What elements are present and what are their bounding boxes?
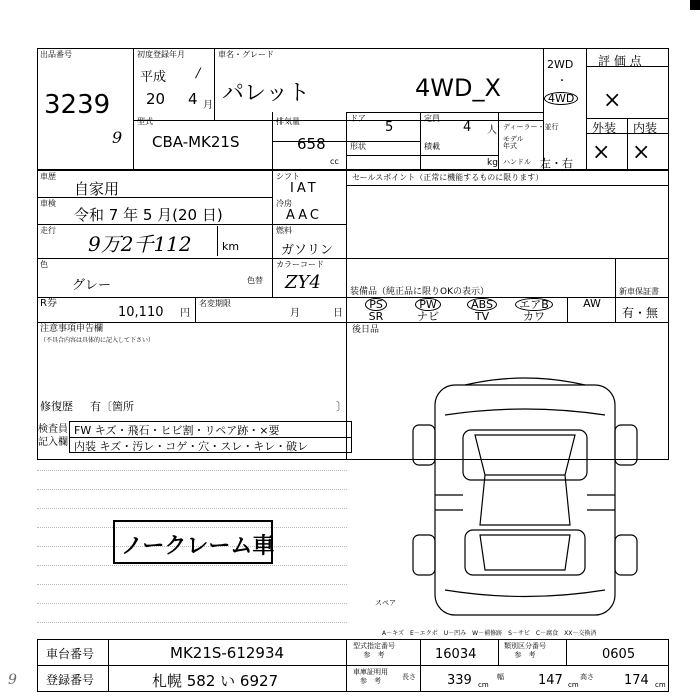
fuel-label: 燃料 xyxy=(276,226,292,235)
eval-cross: × xyxy=(603,88,622,113)
lot-mark: 9 xyxy=(112,128,123,147)
displacement-value: 658 xyxy=(297,135,326,153)
recycle-label: R券 xyxy=(40,298,57,309)
equipment-label: 装備品（純正品に限りOKの表示） xyxy=(350,287,489,297)
later-label: 後日品 xyxy=(352,325,380,335)
cat-no-value: 0605 xyxy=(602,647,636,662)
name-change-label: 名変期限 xyxy=(199,299,231,308)
inspection-label: 車検 xyxy=(40,199,56,208)
era: 平成 xyxy=(140,70,167,85)
dealer-label: ディーラー・並行 xyxy=(503,123,559,131)
load-label: 積載 xyxy=(424,142,440,151)
lot-label: 出品番号 xyxy=(40,50,72,59)
chassis-value: MK21S-612934 xyxy=(170,644,285,662)
color-code-label: カラーコード xyxy=(276,260,324,269)
color-code-value: ZY4 xyxy=(285,272,321,293)
handle-label: ハンドル xyxy=(503,158,531,166)
drive-dot: ・ xyxy=(557,76,567,87)
type-no-value: 16034 xyxy=(435,647,477,662)
mileage-value: 9万2千112 xyxy=(88,232,192,256)
shift-label: シフト xyxy=(276,172,300,181)
interior-cross: × xyxy=(632,140,651,165)
sales-point-label: セールスポイント（正常に機能するものに限ります） xyxy=(352,173,544,182)
first-reg-label: 初度登録年月 xyxy=(137,50,185,59)
inspector-label-text: 検査員 記入欄 xyxy=(38,424,68,448)
exterior-cross: × xyxy=(592,140,611,165)
length-unit: cm xyxy=(478,681,489,689)
notes-label: 注意事項申告欄 xyxy=(40,324,104,334)
doors-value: 5 xyxy=(385,120,394,135)
interior-label: 内装 xyxy=(633,121,658,135)
era-mark: / xyxy=(196,66,201,81)
reg-year: 20 xyxy=(146,90,166,108)
reg-label: 登録番号 xyxy=(46,673,95,687)
damage-legend: A－キズ E－エクボ U－凹み W－補修跡 S－サビ C－腐食 XX－交換済 xyxy=(382,630,597,637)
color-change-label: 色替 xyxy=(247,276,263,285)
height-unit: cm xyxy=(655,681,666,689)
inspector-row-interior: 内装 キズ・汚レ・コゲ・穴・スレ・キレ・破レ xyxy=(74,440,309,453)
drive-4wd-circled: 4WD xyxy=(544,92,578,105)
name-change-month: 月 xyxy=(290,308,300,319)
chassis-label: 車台番号 xyxy=(46,647,95,661)
ac-label: 冷房 xyxy=(276,199,292,208)
car-diagram xyxy=(405,375,645,625)
color-value: グレー xyxy=(72,278,112,293)
name-grade-label: 車名・グレード xyxy=(218,50,274,59)
name-change-day: 日 xyxy=(333,308,343,319)
height-value: 174 xyxy=(624,673,649,688)
width-label: 幅 xyxy=(497,673,504,681)
length-label: 長さ xyxy=(402,673,416,681)
equip-airbag: エアB xyxy=(510,298,558,311)
displacement-label: 排気量 xyxy=(276,117,300,126)
reg-value: 札幌 582 い 6927 xyxy=(152,672,279,690)
car-name: パレット xyxy=(222,81,310,106)
drive-2wd: 2WD xyxy=(547,58,574,71)
equip-ps: PS xyxy=(352,298,400,311)
spare-label: スペア xyxy=(375,599,396,607)
handle-value: 左・右 xyxy=(540,157,573,170)
mileage-unit: km xyxy=(222,240,240,253)
model-label: 型式 xyxy=(137,117,153,126)
capacity-value: 4 xyxy=(463,120,472,135)
repair-label: 修復歴 xyxy=(40,400,73,413)
model-year-label: モデル 年式 xyxy=(503,135,524,150)
inspector-row-fw: FW キズ・飛石・ヒビ割・リペア跡・×要 xyxy=(74,424,280,437)
warranty-label: 新車保証書 xyxy=(619,287,659,296)
shape-label: 形状 xyxy=(350,142,366,151)
capacity-label: 定員 xyxy=(424,114,440,123)
grade: 4WD_X xyxy=(415,74,501,102)
load-unit: kg xyxy=(487,158,498,168)
model-value: CBA-MK21S xyxy=(152,133,240,151)
lot-number: 3239 xyxy=(44,90,111,120)
no-claim-text: ノークレーム車 xyxy=(121,534,275,559)
recycle-yen: 円 xyxy=(180,308,190,319)
width-unit: cm xyxy=(568,681,579,689)
drive-4wd xyxy=(544,92,578,105)
corner-mark xyxy=(690,0,700,10)
equip-pw: PW xyxy=(404,298,452,311)
size-label: 車庫証明用 参 考 xyxy=(353,668,388,685)
equip-sr: SR xyxy=(368,310,384,323)
eval-label: 評 価 点 xyxy=(598,54,642,68)
equip-leather: カワ xyxy=(523,310,545,323)
ac-value: AAC xyxy=(286,208,322,223)
fuel-value: ガソリン xyxy=(281,243,334,258)
footer-corner-mark: 9 xyxy=(8,672,17,688)
type-no-label: 型式指定番号 参 考 xyxy=(353,642,395,659)
equip-tv: TV xyxy=(474,310,490,323)
cat-no-label: 類別区分番号 参 考 xyxy=(504,642,546,659)
height-label: 高さ xyxy=(580,673,594,681)
equip-aw: AW xyxy=(583,297,601,310)
capacity-unit: 人 xyxy=(487,125,497,136)
inspection-value: 令和 7 年 5 月(20 日) xyxy=(74,206,223,224)
warranty-value: 有・無 xyxy=(622,306,659,320)
history-value: 自家用 xyxy=(74,180,120,198)
exterior-label: 外装 xyxy=(592,121,617,135)
mileage-label: 走行 xyxy=(40,226,56,235)
color-label: 色 xyxy=(40,260,48,269)
history-label: 車歴 xyxy=(40,172,56,181)
shift-value: IAT xyxy=(290,181,319,196)
reg-month: 4 xyxy=(188,90,198,108)
repair-value: 有〔箇所 xyxy=(90,400,134,413)
repair-end: 〕 xyxy=(336,400,347,413)
no-claim-stamp xyxy=(113,520,273,564)
width-value: 147 xyxy=(538,673,563,688)
displacement-unit: cc xyxy=(330,157,339,166)
length-value: 339 xyxy=(447,673,472,688)
equip-navi: ナビ xyxy=(417,310,439,323)
doors-label: ドア xyxy=(350,114,366,123)
notes-sub: （不具合内容は具体的に記入して下さい） xyxy=(40,337,155,344)
reg-month-unit: 月 xyxy=(203,100,213,111)
recycle-value: 10,110 xyxy=(118,305,164,320)
equip-abs: ABS xyxy=(458,298,506,311)
